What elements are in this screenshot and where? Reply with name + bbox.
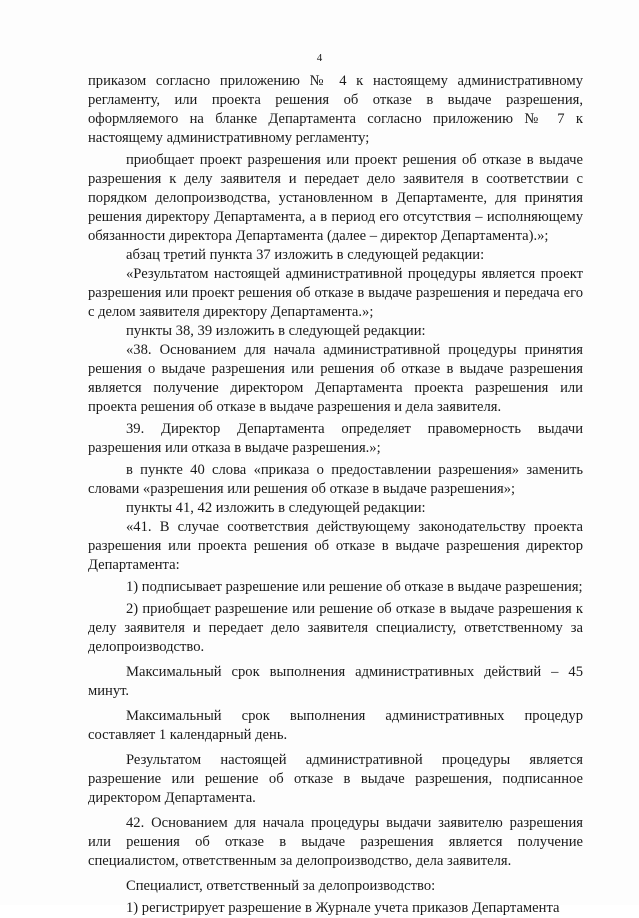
paragraph-item-42: 42. Основанием для начала процедуры выдачи заявителю разрешения или решения об отказе в выдаче разрешения является получение специалистом, ответственным за делопроизводство, дела заявителя. [88,815,583,869]
paragraph-result-41: Результатом настоящей административной процедуры является разрешение или решение об отказе в выдаче разрешения, подписанное директором Департамента. [88,752,583,806]
paragraph-item-41: «41. В случае соответствия действующему законодательству проекта разрешения или проекта решения об отказе в выдаче разрешения директор Департамента: [88,519,583,573]
paragraph-subitem-2: 2) приобщает разрешение или решение об отказе в выдаче разрешения к делу заявителя и передает дело заявителя специалисту, ответственному за делопроизводство. [88,601,583,655]
document-body [88,72,583,918]
paragraph-item-38: «38. Основанием для начала административной процедуры принятия решения о выдаче разрешения или решения об отказе в выдаче разрешения является получение директором Департамента проекта разрешения или проекта решения об отказе в выдаче разрешения и дела заявителя. [88,342,583,415]
paragraph-register: 1) регистрирует разрешение в Журнале учета приказов Департамента [126,900,560,916]
paragraph-result-37: «Результатом настоящей административной процедуры является проект разрешения или проект решения об отказе в выдаче разрешения и передача его с делом заявителя директору Департамента.»; [88,266,583,320]
paragraph-amend-37: абзац третий пункта 37 изложить в следующей редакции: [126,247,485,263]
paragraph-amend-40: в пункте 40 слова «приказа о предоставлении разрешения» заменить словами «разрешения или решения об отказе в выдаче разрешения»; [88,462,583,497]
paragraph-attach-project: приобщает проект разрешения или проект решения об отказе в выдаче разрешения к делу заявителя и передает дело заявителя в соответствии с порядком делопроизводства, установленном в Департаменте, для принятия решения директору Департамента, а в период его отсутствия – исполняющему обязанности директора Департамента (далее – директор Департамента).»; [88,152,583,244]
paragraph-amend-41-42: пункты 41, 42 изложить в следующей редакции: [126,500,426,516]
paragraph-amend-38-39: пункты 38, 39 изложить в следующей редакции: [126,323,426,339]
paragraph-item-39: 39. Директор Департамента определяет правомерность выдачи разрешения или отказа в выдаче разрешения.»; [88,421,583,456]
paragraph-max-term-actions: Максимальный срок выполнения административных действий – 45 минут. [88,664,583,699]
paragraph-max-term-procedures: Максимальный срок выполнения административных процедур составляет 1 календарный день. [88,708,583,743]
page-number: 4 [316,52,323,64]
paragraph-specialist: Специалист, ответственный за делопроизводство: [126,878,436,894]
paragraph-subitem-1: 1) подписывает разрешение или решение об отказе в выдаче разрешения; [126,579,583,595]
paragraph-continuation: приказом согласно приложению № 4 к настоящему административному регламенту, или проекта решения об отказе в выдаче разрешения, оформляемого на бланке Департамента согласно приложению № 7 к настоящему административному регламенту; [88,73,583,146]
